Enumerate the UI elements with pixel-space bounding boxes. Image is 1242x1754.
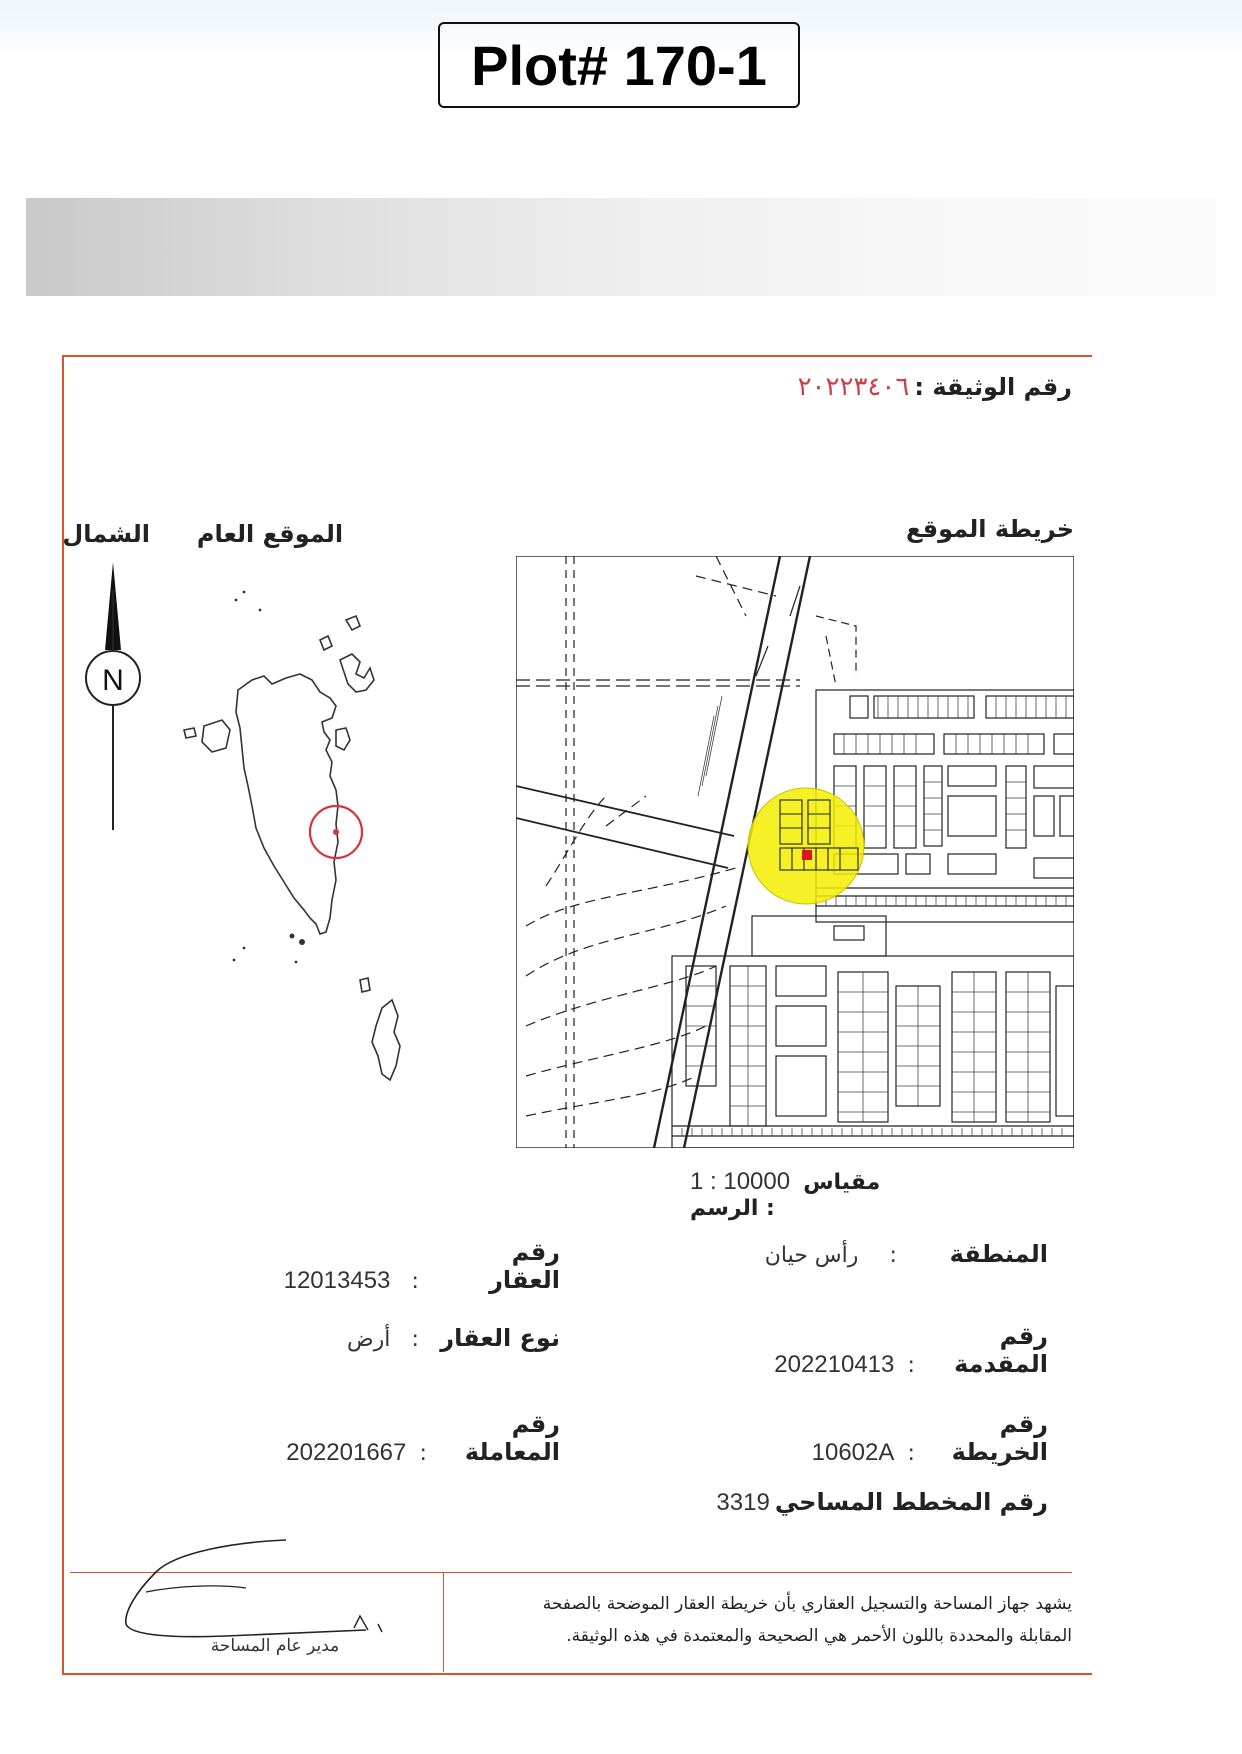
- field-map-number: رقم الخريطة : 10602A: [811, 1410, 1048, 1466]
- bahrain-location-map: [160, 580, 460, 1120]
- scale-row: [690, 1168, 950, 1221]
- doc-number-label: رقم الوثيقة :: [914, 373, 1072, 401]
- sitra-island: [336, 728, 350, 750]
- application-number-label: رقم المقدمة: [954, 1322, 1048, 1378]
- area-value: رأس حيان: [764, 1243, 859, 1268]
- field-transaction-number: رقم المعاملة : 202201667: [286, 1410, 560, 1466]
- site-map: [516, 556, 1074, 1148]
- hawar-islands: [372, 1000, 400, 1080]
- field-property-type: نوع العقار : أرض: [347, 1324, 560, 1352]
- field-application-number: رقم المقدمة : 202210413: [774, 1322, 1048, 1378]
- general-location-title: الموقع العام: [196, 520, 344, 548]
- survey-plan-number-value: 3319: [716, 1489, 770, 1516]
- field-property-number: رقم العقار : 12013453: [283, 1238, 560, 1294]
- property-type-value: أرض: [347, 1327, 391, 1352]
- survey-plan-number-label: رقم المخطط المساحي: [774, 1488, 1048, 1516]
- site-highlight-circle: [748, 788, 864, 904]
- transaction-number-value: 202201667: [286, 1439, 407, 1466]
- property-number-label: رقم العقار: [489, 1238, 560, 1294]
- application-number-value: 202210413: [774, 1351, 895, 1378]
- map-number-label: رقم الخريطة: [951, 1410, 1048, 1466]
- north-arrow-icon: [78, 560, 148, 835]
- map-number-value: 10602A: [811, 1439, 895, 1466]
- property-type-label: نوع العقار: [440, 1324, 560, 1352]
- scale-value: 1 : 10000: [690, 1168, 791, 1195]
- transaction-number-label: رقم المعاملة: [464, 1410, 560, 1466]
- area-label: المنطقة: [949, 1240, 1048, 1268]
- plot-title: Plot# 170-1: [438, 22, 800, 108]
- property-number-value: 12013453: [283, 1267, 391, 1294]
- signatory-title: مدير عام المساحة: [210, 1636, 340, 1656]
- signature: [116, 1532, 406, 1652]
- doc-number-value: ٢٠٢٢٣٤٠٦: [797, 372, 910, 402]
- plot-marker: [802, 850, 812, 860]
- location-dot: [333, 829, 339, 835]
- north-label: الشمال: [62, 520, 150, 548]
- bahrain-main-island: [236, 674, 338, 934]
- certification-line-2: المقابلة والمحددة باللون الأحمر هي الصحيحة والمعتمدة في هذه الوثيقة.: [566, 1626, 1072, 1646]
- scale-label: مقياس الرسم :: [690, 1170, 881, 1221]
- north-letter: N: [102, 664, 124, 697]
- scan-gray-band: [26, 198, 1216, 296]
- doc-number-row: [672, 372, 1072, 402]
- site-map-title: خريطة الموقع: [905, 515, 1074, 543]
- field-survey-plan-number: [588, 1488, 1048, 1517]
- certification-line-1: يشهد جهاز المساحة والتسجيل العقاري بأن خريطة العقار الموضحة بالصفحة: [542, 1594, 1072, 1614]
- certification-text: [456, 1588, 1072, 1652]
- footer-column-divider: [443, 1572, 444, 1672]
- muharraq-island: [340, 654, 374, 692]
- umm-nasaan-island: [202, 720, 230, 752]
- field-area: المنطقة : رأس حيان: [764, 1240, 1048, 1268]
